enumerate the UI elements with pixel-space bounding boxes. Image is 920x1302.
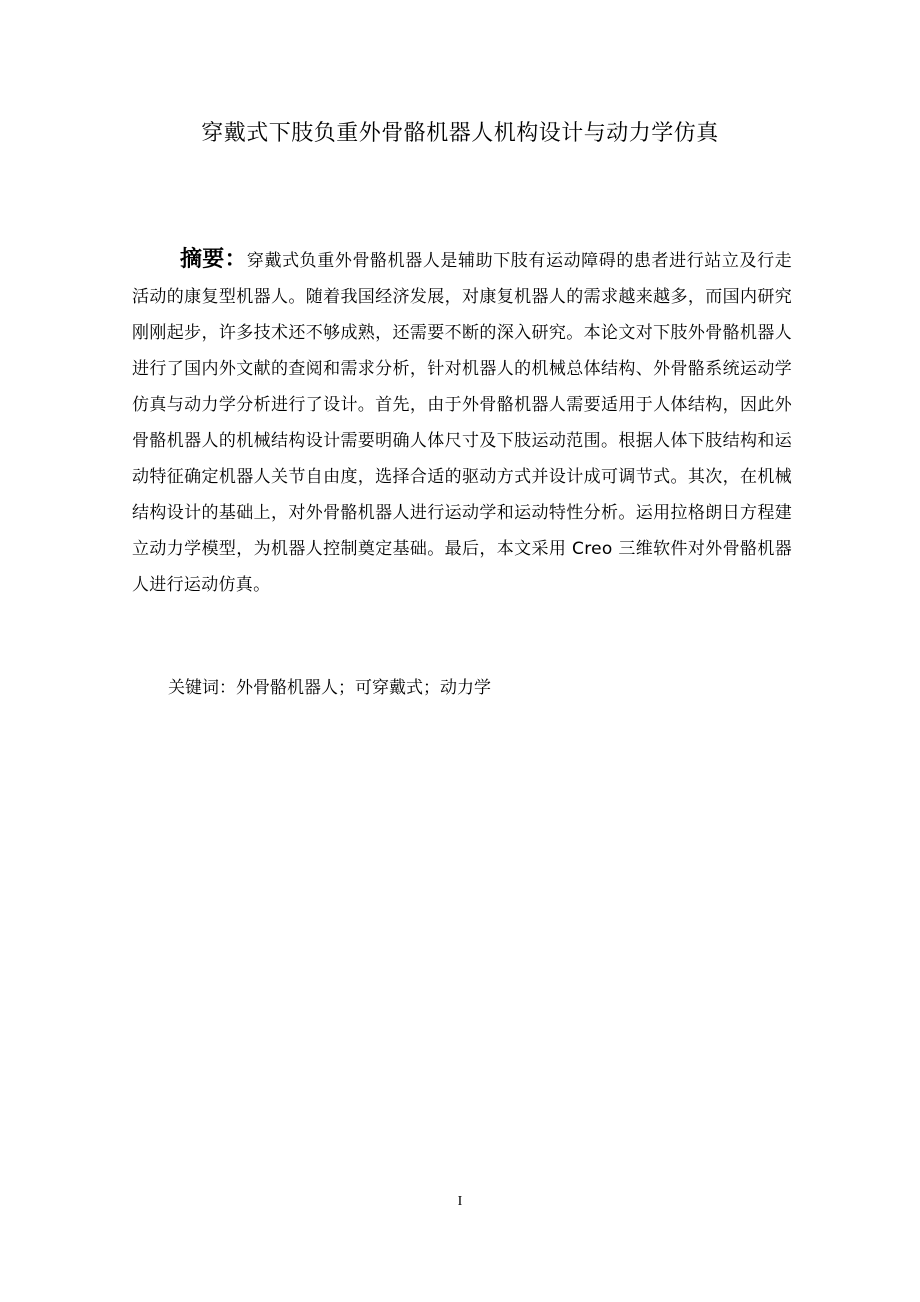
abstract-label: 摘要： — [180, 247, 247, 272]
keywords-line: 关键词：外骨骼机器人；可穿戴式；动力学 — [168, 678, 491, 698]
abstract-text: 穿戴式负重外骨骼机器人是辅助下肢有运动障碍的患者进行站立及行走活动的康复型机器人。随着我国经济发展，对康复机器人的需求越来越多，而国内研究刚刚起步，许多技术还不够成熟，还需要不断的深入研究。本论文对下肢外骨骼机器人进行了国内外文献的查阅和需求分析，针对机器人的机械总体结构、外骨骼系统运动学仿真与动力学分析进行了设计。首先，由于外骨骼机器人需要适用于人体结构，因此外骨骼机器人的机械结构设计需要明确人体尺寸及下肢运动范围。根据人体下肢结构和运动特征确定机器人关节自由度，选择合适的驱动方式并设计成可调节式。其次，在机械结构设计的基础上，对外骨骼机器人进行运动学和运动特性分析。运用拉格朗日方程建立动力学模型，为机器人控制奠定基础。最后，本文采用 Creo 三维软件对外骨骼机器人进行运动仿真。 — [132, 251, 792, 595]
document-title: 穿戴式下肢负重外骨骼机器人机构设计与动力学仿真 — [201, 121, 719, 146]
page-number: I — [457, 1194, 463, 1209]
abstract-paragraph — [132, 242, 792, 603]
